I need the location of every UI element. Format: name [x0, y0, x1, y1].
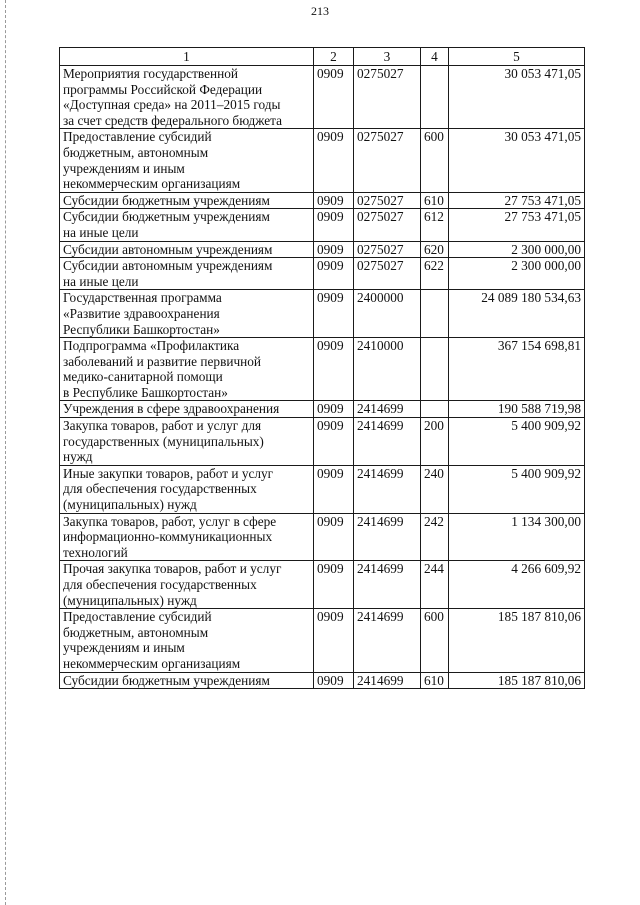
table-row: [60, 209, 585, 241]
row-name-cell: Предоставление субсидий бюджетным, автономным учреждениям и иным некоммерческим организациям: [60, 129, 314, 192]
column-header-expense-type: 4: [421, 48, 449, 66]
row-section-cell: 0909: [314, 209, 354, 241]
row-target-item-cell: 0275027: [354, 241, 421, 258]
row-expense-type-cell: 200: [421, 418, 449, 466]
table-row: [60, 561, 585, 609]
row-amount-cell: 27 753 471,05: [449, 209, 585, 241]
row-section-cell: 0909: [314, 338, 354, 401]
row-amount-cell: 2 300 000,00: [449, 258, 585, 290]
table-row: [60, 401, 585, 418]
row-target-item-cell: 0275027: [354, 258, 421, 290]
row-amount-cell: 190 588 719,98: [449, 401, 585, 418]
row-section-cell: 0909: [314, 66, 354, 129]
row-amount-cell: 185 187 810,06: [449, 609, 585, 672]
row-target-item-cell: 2414699: [354, 513, 421, 561]
row-target-item-cell: 2414699: [354, 672, 421, 689]
row-target-item-cell: 0275027: [354, 209, 421, 241]
row-target-item-cell: 2414699: [354, 401, 421, 418]
table-row: [60, 338, 585, 401]
row-name-cell: Субсидии автономным учреждениям на иные цели: [60, 258, 314, 290]
row-expense-type-cell: 242: [421, 513, 449, 561]
row-name-cell: Мероприятия государственной программы Российской Федерации «Доступная среда» на 2011–2015 годы за счет средств федерального бюджета: [60, 66, 314, 129]
row-target-item-cell: 0275027: [354, 66, 421, 129]
row-expense-type-cell: 610: [421, 672, 449, 689]
row-expense-type-cell: 240: [421, 465, 449, 513]
row-name-cell: Подпрограмма «Профилактика заболеваний и развитие первичной медико-санитарной помощи в Республике Башкортостан»: [60, 338, 314, 401]
row-amount-cell: 30 053 471,05: [449, 129, 585, 192]
page-number: 213: [311, 4, 329, 18]
row-name-cell: Государственная программа «Развитие здравоохранения Республики Башкортостан»: [60, 290, 314, 338]
table-row: [60, 513, 585, 561]
row-target-item-cell: 2400000: [354, 290, 421, 338]
row-target-item-cell: 0275027: [354, 129, 421, 192]
row-target-item-cell: 0275027: [354, 192, 421, 209]
column-header-target-item: 3: [354, 48, 421, 66]
column-header-section: 2: [314, 48, 354, 66]
row-section-cell: 0909: [314, 129, 354, 192]
row-section-cell: 0909: [314, 609, 354, 672]
row-target-item-cell: 2410000: [354, 338, 421, 401]
row-expense-type-cell: 600: [421, 129, 449, 192]
row-name-cell: Субсидии автономным учреждениям: [60, 241, 314, 258]
row-amount-cell: 30 053 471,05: [449, 66, 585, 129]
table-body: [60, 66, 585, 689]
row-name-cell: Иные закупки товаров, работ и услуг для обеспечения государственных (муниципальных) нужд: [60, 465, 314, 513]
table-row: [60, 465, 585, 513]
row-name-cell: Закупка товаров, работ, услуг в сфере информационно-коммуникационных технологий: [60, 513, 314, 561]
column-header-amount: 5: [449, 48, 585, 66]
column-header-name: 1: [60, 48, 314, 66]
table-row: [60, 418, 585, 466]
row-amount-cell: 5 400 909,92: [449, 418, 585, 466]
row-expense-type-cell: 600: [421, 609, 449, 672]
row-target-item-cell: 2414699: [354, 561, 421, 609]
row-amount-cell: 2 300 000,00: [449, 241, 585, 258]
row-section-cell: 0909: [314, 192, 354, 209]
row-amount-cell: 185 187 810,06: [449, 672, 585, 689]
row-expense-type-cell: [421, 338, 449, 401]
row-target-item-cell: 2414699: [354, 609, 421, 672]
budget-table: [59, 47, 585, 689]
row-expense-type-cell: [421, 290, 449, 338]
row-name-cell: Прочая закупка товаров, работ и услуг для обеспечения государственных (муниципальных) нужд: [60, 561, 314, 609]
row-section-cell: 0909: [314, 290, 354, 338]
table-row: [60, 129, 585, 192]
row-expense-type-cell: 612: [421, 209, 449, 241]
row-section-cell: 0909: [314, 561, 354, 609]
row-expense-type-cell: [421, 66, 449, 129]
row-name-cell: Закупка товаров, работ и услуг для государственных (муниципальных) нужд: [60, 418, 314, 466]
row-expense-type-cell: 622: [421, 258, 449, 290]
table-row: [60, 66, 585, 129]
row-section-cell: 0909: [314, 672, 354, 689]
row-section-cell: 0909: [314, 465, 354, 513]
row-amount-cell: 27 753 471,05: [449, 192, 585, 209]
row-name-cell: Предоставление субсидий бюджетным, автономным учреждениям и иным некоммерческим организациям: [60, 609, 314, 672]
row-section-cell: 0909: [314, 401, 354, 418]
row-name-cell: Субсидии бюджетным учреждениям на иные цели: [60, 209, 314, 241]
row-name-cell: Субсидии бюджетным учреждениям: [60, 192, 314, 209]
row-section-cell: 0909: [314, 258, 354, 290]
row-target-item-cell: 2414699: [354, 465, 421, 513]
table-row: [60, 290, 585, 338]
row-expense-type-cell: [421, 401, 449, 418]
row-section-cell: 0909: [314, 513, 354, 561]
row-amount-cell: 367 154 698,81: [449, 338, 585, 401]
table-header-row: [60, 48, 585, 66]
row-section-cell: 0909: [314, 418, 354, 466]
row-amount-cell: 4 266 609,92: [449, 561, 585, 609]
table-row: [60, 672, 585, 689]
row-amount-cell: 1 134 300,00: [449, 513, 585, 561]
row-name-cell: Субсидии бюджетным учреждениям: [60, 672, 314, 689]
row-name-cell: Учреждения в сфере здравоохранения: [60, 401, 314, 418]
table-row: [60, 241, 585, 258]
row-amount-cell: 24 089 180 534,63: [449, 290, 585, 338]
row-expense-type-cell: 620: [421, 241, 449, 258]
row-expense-type-cell: 610: [421, 192, 449, 209]
table-row: [60, 258, 585, 290]
row-target-item-cell: 2414699: [354, 418, 421, 466]
row-amount-cell: 5 400 909,92: [449, 465, 585, 513]
row-expense-type-cell: 244: [421, 561, 449, 609]
binding-edge-line: [5, 0, 6, 905]
table-row: [60, 192, 585, 209]
row-section-cell: 0909: [314, 241, 354, 258]
table-row: [60, 609, 585, 672]
